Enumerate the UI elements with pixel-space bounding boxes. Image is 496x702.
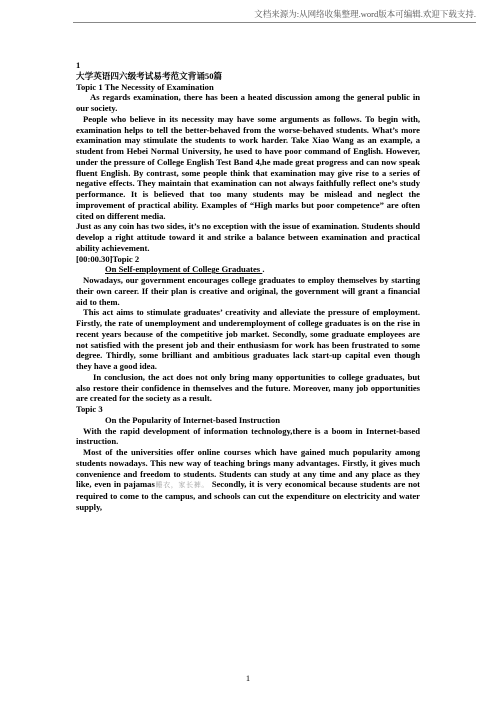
- document-body: [76, 60, 420, 513]
- document-title: 大学英语四六级考试易考范文背诵50篇: [76, 70, 223, 81]
- topic2-title-end: .: [262, 264, 265, 275]
- topic1-paragraph-3: Just as any coin has two sides, it’s no exception with the issue of examination. Students should develop a right attitude toward it and strike a balance between examination and practical ability achievement.: [76, 221, 420, 253]
- topic3-paragraph-2: [76, 447, 420, 513]
- topic3-paragraph-2-rest: Secondly, it is very economical because students are not required to come to the campus, and schools can cut the expenditure on electricity and water supply,: [76, 479, 421, 512]
- topic3-paragraph-2-main: Most of the universities offer online courses which have gained much popularity among students nowadays. This new way of teaching brings many advantages. Firstly, it gives much convenience and freedom to students. Students can study at any time and any place as they like, even in pajamas: [76, 447, 420, 490]
- topic3-paragraph-1: With the rapid development of information technology,there is a boom in Internet-based instruction.: [76, 425, 420, 447]
- topic2-heading: [00:00.30]Topic 2: [76, 253, 140, 264]
- header-divider: [73, 22, 476, 23]
- footer-page-number: 1: [245, 673, 251, 683]
- topic2-title-pre: On Self-employment of College: [105, 264, 222, 275]
- topic1-heading: Topic 1 The Necessity of Examination: [76, 81, 214, 92]
- topic2-paragraph-1: Nowadays, our government encourages college graduates to employ themselves by starting their own career. If their plan is creative and original, the government will grant a financial aid to them.: [76, 275, 420, 307]
- topic3-title: On the Popularity of Internet-based Instruction: [105, 414, 280, 425]
- topic2-title: [76, 264, 420, 275]
- topic2-paragraph-3: In conclusion, the act does not only bring many opportunities to college graduates, but also restore their confidence in themselves and the future. Moreover, many job opportunities are created for the society as a result.: [76, 371, 420, 404]
- topic2-paragraph-2: This act aims to stimulate graduates’ creativity and alleviate the pressure of employment. Firstly, the rate of unemployment and underemployment of college graduates is on the rise in recent years because of the competitive job market. Secondly, some graduate employees are not satisfied with the present job and their enthusiasm for work has been frustrated to some degree. Thirdly, some brilliant and ambitious graduates lack start-up capital even though they have a good idea.: [76, 307, 420, 371]
- topic1-paragraph-2: People who believe in its necessity may have some arguments as follows. To begin with, examination helps to tell the better-behaved from the worse-behaved students. What’s more examination may stimulate the students to work harder. Take Xiao Wang as an example, a student from Hebei Normal University, he used to have poor command of English. However, under the pressure of College English Test Band 4,he made great progress and can now speak fluent English. By contrast, some people think that examination may give rise to a series of negative effects. They maintain that examination can not always faithfully reflect one’s study performance. It is believed that too many students may be mislead and neglect the improvement of practical ability. Examples of “High marks but poor competence” are often cited on different media.: [76, 113, 420, 221]
- header-note: 文档来源为:从网络收集整理.word版本可编辑.欢迎下载支持.: [254, 9, 476, 19]
- page-number-top: 1: [76, 60, 81, 70]
- topic2-title-underlined: Graduates: [221, 264, 263, 275]
- topic1-paragraph-1: As regards examination, there has been a heated discussion among the general public in our society.: [76, 92, 420, 113]
- topic3-gloss-note: 睡衣，家长裤。: [154, 481, 210, 490]
- topic3-heading: Topic 3: [76, 404, 103, 414]
